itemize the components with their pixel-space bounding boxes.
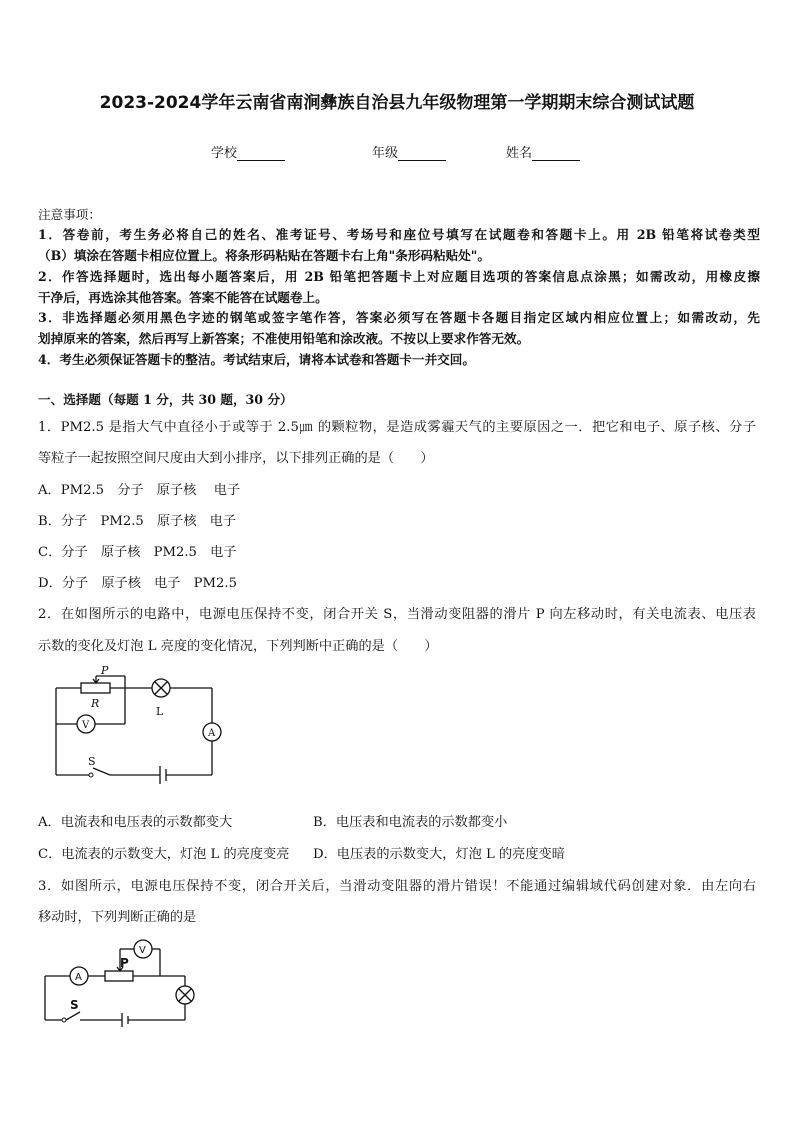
notice-line: （B）填涂在答题卡相应位置上。将条形码粘贴在答题卡右上角"条形码粘贴处"。 — [38, 248, 490, 263]
label-r: R — [91, 697, 100, 710]
page-title: 2023-2024学年云南省南涧彝族自治县九年级物理第一学期期末综合测试试题 — [99, 93, 695, 113]
rheostat — [105, 971, 133, 981]
q2-stem: 2．在如图所示的电路中，电源电压保持不变，闭合开关 S，当滑动变阻器的滑片 P 向左移动时，有关电流表、电压表 — [38, 607, 756, 622]
label-p: P — [101, 664, 109, 677]
q1-option-d: D．分子 原子核 电子 PM2.5 — [38, 576, 237, 591]
q1-option-b: B．分子 PM2.5 原子核 电子 — [38, 514, 237, 529]
label-p: P — [120, 956, 129, 970]
switch-s-pivot — [89, 773, 93, 777]
label-a: A — [208, 728, 216, 739]
school-label: 学校 — [211, 146, 238, 161]
grade-blank — [398, 148, 446, 161]
rheostat-r — [81, 683, 110, 693]
notice-line: 4．考生必须保证答题卡的整洁。考试结束后，请将本试卷和答题卡一并交回。 — [38, 352, 475, 367]
q2-option-a: A．电流表和电压表的示数都变大 — [38, 815, 233, 830]
label-s: S — [70, 998, 79, 1012]
q3-circuit-diagram — [40, 936, 200, 1026]
name-blank — [532, 148, 580, 161]
q3-stem: 移动时，下列判断正确的是 — [38, 910, 197, 925]
name-label: 姓名 — [506, 146, 533, 161]
notice-line: 1．答卷前，考生务必将自己的姓名、准考证号、考场号和座位号填写在试题卷和答题卡上。用 2B 铅笔将试卷类型 — [38, 227, 760, 242]
label-v: V — [139, 945, 146, 956]
q2-option-b: B．电压表和电流表的示数都变小 — [313, 815, 508, 830]
notice-line: 干净后，再选涂其他答案。答案不能答在试题卷上。 — [38, 290, 328, 305]
grade-label: 年级 — [372, 146, 399, 161]
notice-line: 划掉原来的答案，然后再写上新答案；不准使用铅笔和涂改液。不按以上要求作答无效。 — [38, 331, 530, 346]
label-a: A — [75, 972, 82, 983]
q2-option-d: D．电压表的示数变大，灯泡 L 的亮度变暗 — [313, 847, 565, 862]
q2-circuit-diagram — [40, 664, 230, 780]
q2-stem: 示数的变化及灯泡 L 亮度的变化情况，下列判断中正确的是（ ） — [38, 639, 438, 654]
q1-option-c: C．分子 原子核 PM2.5 电子 — [38, 545, 237, 560]
switch-s-pivot — [62, 1018, 66, 1022]
notice-line: 2．作答选择题时，选出每小题答案后，用 2B 铅笔把答题卡上对应题目选项的答案信息点涂黑；如需改动，用橡皮擦 — [38, 269, 760, 284]
section-heading: 一、选择题（每题 1 分，共 30 题，30 分） — [38, 392, 293, 407]
name-field — [506, 142, 580, 161]
q3-stem: 3．如图所示，电源电压保持不变，闭合开关后，当滑动变阻器的滑片错误！不能通过编辑域代码创建对象．由左向右 — [38, 879, 756, 894]
q1-stem: 等粒子一起按照空间尺度由大到小排序，以下排列正确的是（ ） — [38, 451, 434, 466]
grade-field — [372, 142, 446, 161]
label-v: V — [82, 720, 90, 731]
notice-heading: 注意事项： — [38, 207, 101, 222]
notice-line: 3．非选择题必须用黑色字迹的钢笔或签字笔作答，答案必须写在答题卡各题目指定区域内相应位置上；如需改动，先 — [38, 310, 760, 325]
school-field — [211, 142, 285, 161]
school-blank — [237, 148, 285, 161]
q1-stem: 1．PM2.5 是指大气中直径小于或等于 2.5㎛ 的颗粒物，是造成雾霾天气的主要原因之一．把它和电子、原子核、分子 — [38, 420, 756, 435]
q2-option-c: C．电流表的示数变大，灯泡 L 的亮度变亮 — [38, 847, 290, 862]
label-s: S — [88, 755, 96, 768]
q1-option-a: A．PM2.5 分子 原子核 电子 — [38, 483, 241, 498]
label-l: L — [156, 705, 164, 718]
